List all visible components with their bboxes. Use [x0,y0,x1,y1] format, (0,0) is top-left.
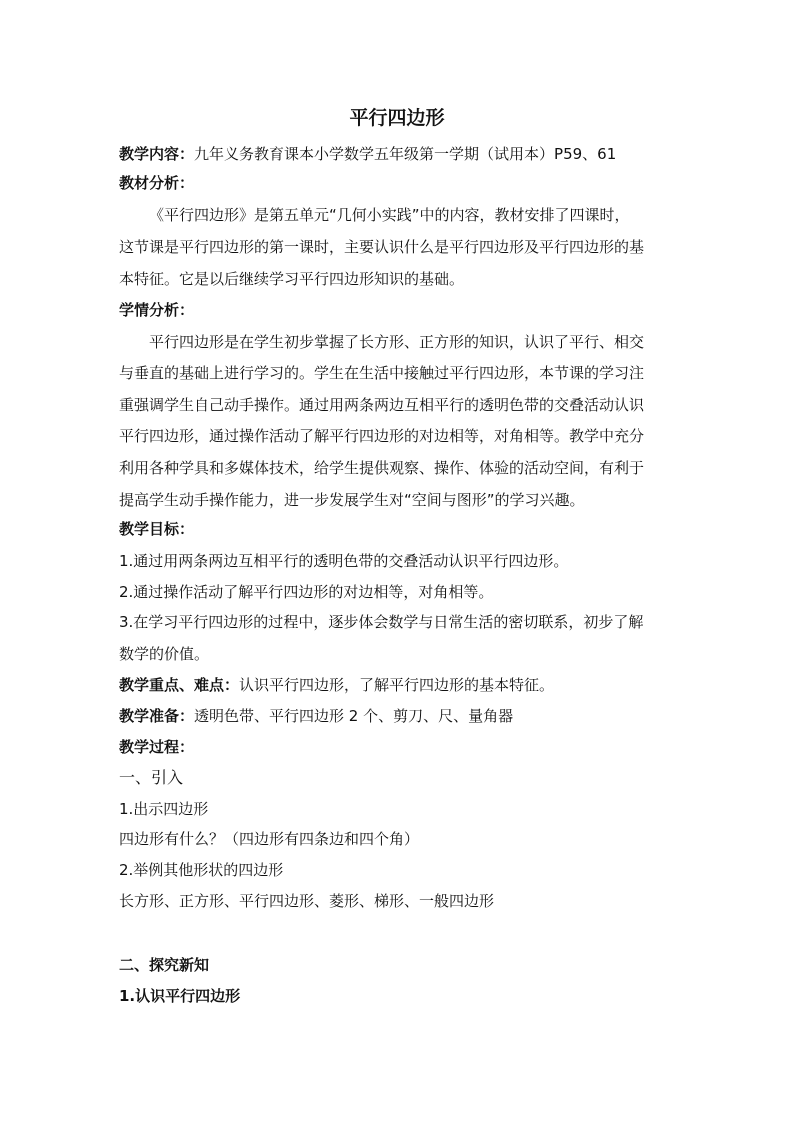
student-paragraph-line: 平行四边形，通过操作活动了解平行四边形的对边相等，对角相等。教学中充分 [119,427,645,445]
preparation-label: 教学准备： [119,707,195,725]
material-paragraph-line: 这节课是平行四边形的第一课时，主要认识什么是平行四边形及平行四边形的基 [119,238,645,256]
student-paragraph-line: 重强调学生自己动手操作。通过用两条两边互相平行的透明色带的交叠活动认识 [119,396,645,414]
part-one-heading: 一、引入 [119,768,184,787]
goal-item: 3.在学习平行四边形的过程中，逐步体会数学与日常生活的密切联系，初步了解 [119,613,644,631]
material-paragraph-line: 《平行四边形》是第五单元“几何小实践”中的内容，教材安排了四课时， [149,206,630,224]
material-heading: 教材分析： [119,174,195,192]
goal-item: 1.通过用两条两边互相平行的透明色带的交叠活动认识平行四边形。 [119,552,569,570]
part-one-item: 2.举例其他形状的四边形 [119,861,284,879]
student-paragraph-line: 平行四边形是在学生初步掌握了长方形、正方形的知识，认识了平行、相交 [149,333,645,351]
preparation-line [119,705,679,727]
part-one-item-text: 长方形、正方形、平行四边形、菱形、梯形、一般四边形 [119,892,495,910]
content-line [119,143,679,165]
part-one-item-text: 四边形有什么？（四边形有四条边和四个角） [119,830,420,848]
goals-heading: 教学目标： [119,520,195,538]
student-paragraph-line: 利用各种学具和多媒体技术，给学生提供观察、操作、体验的活动空间，有利于 [119,459,645,477]
key-points-value: 认识平行四边形，了解平行四边形的基本特征。 [239,676,555,694]
student-heading: 学情分析： [119,301,195,319]
key-points-label: 教学重点、难点： [119,676,240,694]
material-paragraph-line: 本特征。它是以后继续学习平行四边形知识的基础。 [119,270,465,288]
key-points-line [119,674,679,696]
part-two-item: 1.认识平行四边形 [119,987,241,1005]
content-label: 教学内容： [119,145,195,163]
part-one-item: 1.出示四边形 [119,800,209,818]
preparation-value: 透明色带、平行四边形 2 个、剪刀、尺、量角器 [194,707,514,725]
goal-item-continuation: 数学的价值。 [119,645,210,663]
student-paragraph-line: 与垂直的基础上进行学习的。学生在生活中接触过平行四边形，本节课的学习注 [119,364,645,382]
content-value: 九年义务教育课本小学数学五年级第一学期（试用本）P59、61 [194,145,617,163]
student-paragraph-line: 提高学生动手操作能力，进一步发展学生对“空间与图形”的学习兴趣。 [119,491,585,509]
goal-item: 2.通过操作活动了解平行四边形的对边相等，对角相等。 [119,583,494,601]
part-two-heading: 二、探究新知 [119,956,210,974]
process-heading: 教学过程： [119,738,195,756]
page-title: 平行四边形 [349,107,445,129]
